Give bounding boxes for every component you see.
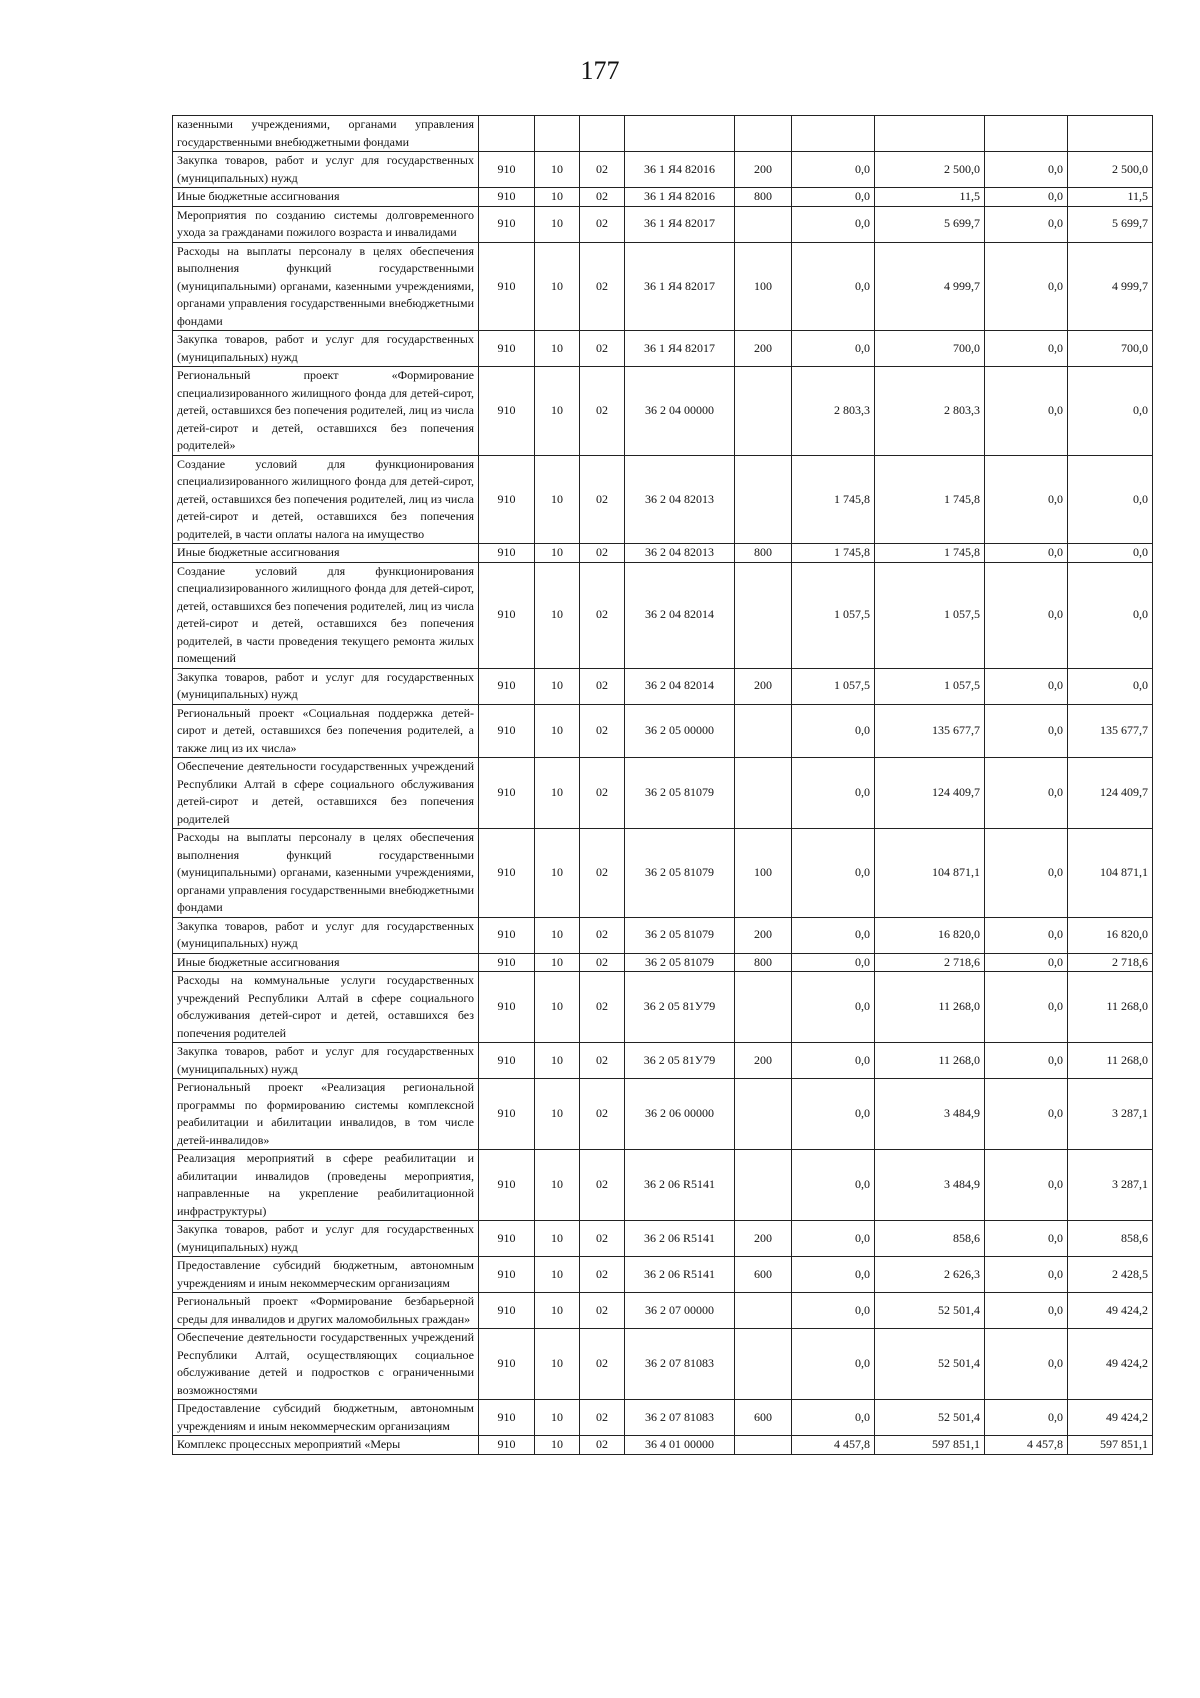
cell-section: 10 bbox=[535, 1043, 580, 1079]
cell-target-article: 36 2 04 82014 bbox=[625, 668, 735, 704]
cell-target-article: 36 2 05 00000 bbox=[625, 704, 735, 758]
table-row bbox=[173, 668, 1153, 704]
cell-ministry-code: 910 bbox=[479, 242, 535, 331]
cell-amount-3: 0,0 bbox=[985, 367, 1068, 456]
cell-section: 10 bbox=[535, 917, 580, 953]
cell-section: 10 bbox=[535, 1329, 580, 1400]
table-row bbox=[173, 152, 1153, 188]
cell-expense-type: 600 bbox=[735, 1400, 792, 1436]
cell-section: 10 bbox=[535, 829, 580, 918]
cell-subsection: 02 bbox=[580, 1436, 625, 1455]
cell-amount-1: 4 457,8 bbox=[792, 1436, 875, 1455]
cell-amount-2: 4 999,7 bbox=[875, 242, 985, 331]
table-row bbox=[173, 242, 1153, 331]
cell-name: Расходы на выплаты персоналу в целях обеспечения выполнения функций государственными (муниципальными) органами, казенными учреждениями, органами управления государственными внебюджетными фондами bbox=[173, 829, 479, 918]
cell-amount-1: 0,0 bbox=[792, 1079, 875, 1150]
cell-target-article: 36 2 05 81079 bbox=[625, 953, 735, 972]
cell-expense-type: 200 bbox=[735, 1221, 792, 1257]
cell-target-article: 36 2 06 R5141 bbox=[625, 1150, 735, 1221]
cell-expense-type: 100 bbox=[735, 242, 792, 331]
cell-amount-2: 5 699,7 bbox=[875, 206, 985, 242]
cell-subsection: 02 bbox=[580, 704, 625, 758]
cell-name: Иные бюджетные ассигнования bbox=[173, 188, 479, 207]
cell-amount-1: 0,0 bbox=[792, 829, 875, 918]
cell-amount-1: 1 745,8 bbox=[792, 455, 875, 544]
cell-subsection: 02 bbox=[580, 953, 625, 972]
cell-ministry-code: 910 bbox=[479, 206, 535, 242]
table-body bbox=[173, 116, 1153, 1455]
cell-amount-2: 2 626,3 bbox=[875, 1257, 985, 1293]
cell-expense-type: 200 bbox=[735, 331, 792, 367]
cell-section: 10 bbox=[535, 242, 580, 331]
cell-target-article: 36 1 Я4 82017 bbox=[625, 331, 735, 367]
cell-amount-1: 0,0 bbox=[792, 1221, 875, 1257]
page-number: 177 bbox=[580, 56, 620, 85]
table-row bbox=[173, 1221, 1153, 1257]
cell-name: Иные бюджетные ассигнования bbox=[173, 544, 479, 563]
cell-target-article: 36 2 05 81У79 bbox=[625, 972, 735, 1043]
cell-amount-2: 3 484,9 bbox=[875, 1079, 985, 1150]
cell-ministry-code: 910 bbox=[479, 188, 535, 207]
cell-amount-2: 52 501,4 bbox=[875, 1329, 985, 1400]
cell-amount-1: 2 803,3 bbox=[792, 367, 875, 456]
cell-expense-type: 200 bbox=[735, 668, 792, 704]
cell-subsection: 02 bbox=[580, 455, 625, 544]
table-row bbox=[173, 188, 1153, 207]
cell-subsection: 02 bbox=[580, 562, 625, 668]
cell-amount-4: 11 268,0 bbox=[1068, 1043, 1153, 1079]
cell-subsection: 02 bbox=[580, 152, 625, 188]
cell-expense-type bbox=[735, 1436, 792, 1455]
cell-expense-type bbox=[735, 116, 792, 152]
cell-target-article: 36 1 Я4 82017 bbox=[625, 242, 735, 331]
cell-expense-type: 800 bbox=[735, 188, 792, 207]
cell-section: 10 bbox=[535, 1079, 580, 1150]
cell-subsection bbox=[580, 116, 625, 152]
cell-expense-type bbox=[735, 455, 792, 544]
cell-amount-1: 0,0 bbox=[792, 331, 875, 367]
cell-name: Расходы на выплаты персоналу в целях обеспечения выполнения функций государственными (муниципальными) органами, казенными учреждениями, органами управления государственными внебюджетными фондами bbox=[173, 242, 479, 331]
table-row bbox=[173, 331, 1153, 367]
cell-section: 10 bbox=[535, 758, 580, 829]
cell-amount-4: 0,0 bbox=[1068, 367, 1153, 456]
cell-name: Региональный проект «Реализация региональной программы по формированию системы комплексной реабилитации и абилитации инвалидов, в том числе детей-инвалидов» bbox=[173, 1079, 479, 1150]
cell-ministry-code: 910 bbox=[479, 1079, 535, 1150]
table-row bbox=[173, 1329, 1153, 1400]
cell-section: 10 bbox=[535, 668, 580, 704]
cell-subsection: 02 bbox=[580, 1150, 625, 1221]
cell-amount-2: 1 057,5 bbox=[875, 668, 985, 704]
cell-name: Закупка товаров, работ и услуг для государственных (муниципальных) нужд bbox=[173, 917, 479, 953]
cell-ministry-code: 910 bbox=[479, 668, 535, 704]
cell-ministry-code: 910 bbox=[479, 972, 535, 1043]
table-row bbox=[173, 1400, 1153, 1436]
cell-subsection: 02 bbox=[580, 331, 625, 367]
cell-target-article: 36 2 07 81083 bbox=[625, 1329, 735, 1400]
cell-subsection: 02 bbox=[580, 668, 625, 704]
cell-target-article bbox=[625, 116, 735, 152]
cell-ministry-code: 910 bbox=[479, 917, 535, 953]
cell-section: 10 bbox=[535, 206, 580, 242]
cell-target-article: 36 2 06 00000 bbox=[625, 1079, 735, 1150]
cell-amount-1: 0,0 bbox=[792, 972, 875, 1043]
cell-amount-3: 0,0 bbox=[985, 455, 1068, 544]
cell-name: Реализация мероприятий в сфере реабилитации и абилитации инвалидов (проведены мероприятия, направленные на укрепление реабилитационной инфраструктуры) bbox=[173, 1150, 479, 1221]
cell-amount-1: 0,0 bbox=[792, 188, 875, 207]
cell-section: 10 bbox=[535, 972, 580, 1043]
cell-amount-2: 52 501,4 bbox=[875, 1293, 985, 1329]
cell-amount-2: 11 268,0 bbox=[875, 972, 985, 1043]
cell-expense-type: 200 bbox=[735, 152, 792, 188]
table-row bbox=[173, 758, 1153, 829]
cell-section: 10 bbox=[535, 1293, 580, 1329]
cell-amount-2: 700,0 bbox=[875, 331, 985, 367]
table-row bbox=[173, 1257, 1153, 1293]
cell-amount-2: 104 871,1 bbox=[875, 829, 985, 918]
cell-amount-4: 3 287,1 bbox=[1068, 1150, 1153, 1221]
cell-amount-4: 49 424,2 bbox=[1068, 1400, 1153, 1436]
cell-ministry-code: 910 bbox=[479, 1257, 535, 1293]
cell-amount-4: 858,6 bbox=[1068, 1221, 1153, 1257]
cell-ministry-code: 910 bbox=[479, 367, 535, 456]
cell-amount-3: 0,0 bbox=[985, 1043, 1068, 1079]
cell-expense-type bbox=[735, 704, 792, 758]
cell-target-article: 36 2 07 81083 bbox=[625, 1400, 735, 1436]
cell-amount-1 bbox=[792, 116, 875, 152]
cell-expense-type bbox=[735, 1329, 792, 1400]
cell-expense-type bbox=[735, 562, 792, 668]
cell-amount-4: 49 424,2 bbox=[1068, 1293, 1153, 1329]
cell-section: 10 bbox=[535, 188, 580, 207]
cell-target-article: 36 2 05 81079 bbox=[625, 829, 735, 918]
cell-amount-4: 2 718,6 bbox=[1068, 953, 1153, 972]
cell-amount-2: 11,5 bbox=[875, 188, 985, 207]
cell-section bbox=[535, 116, 580, 152]
cell-ministry-code: 910 bbox=[479, 562, 535, 668]
budget-table bbox=[172, 115, 1153, 1455]
cell-target-article: 36 2 05 81079 bbox=[625, 758, 735, 829]
cell-amount-1: 0,0 bbox=[792, 758, 875, 829]
cell-amount-1: 0,0 bbox=[792, 206, 875, 242]
cell-amount-3: 0,0 bbox=[985, 331, 1068, 367]
cell-expense-type bbox=[735, 758, 792, 829]
cell-amount-3: 0,0 bbox=[985, 758, 1068, 829]
cell-amount-4: 700,0 bbox=[1068, 331, 1153, 367]
cell-subsection: 02 bbox=[580, 1400, 625, 1436]
cell-expense-type bbox=[735, 1079, 792, 1150]
cell-subsection: 02 bbox=[580, 917, 625, 953]
cell-amount-2 bbox=[875, 116, 985, 152]
cell-subsection: 02 bbox=[580, 972, 625, 1043]
cell-amount-4: 2 500,0 bbox=[1068, 152, 1153, 188]
cell-amount-4: 16 820,0 bbox=[1068, 917, 1153, 953]
cell-amount-2: 124 409,7 bbox=[875, 758, 985, 829]
cell-amount-4: 3 287,1 bbox=[1068, 1079, 1153, 1150]
cell-expense-type: 800 bbox=[735, 544, 792, 563]
cell-ministry-code: 910 bbox=[479, 704, 535, 758]
cell-section: 10 bbox=[535, 331, 580, 367]
cell-amount-2: 52 501,4 bbox=[875, 1400, 985, 1436]
cell-subsection: 02 bbox=[580, 1221, 625, 1257]
cell-amount-3: 0,0 bbox=[985, 972, 1068, 1043]
cell-amount-2: 2 500,0 bbox=[875, 152, 985, 188]
cell-ministry-code: 910 bbox=[479, 758, 535, 829]
cell-amount-3: 0,0 bbox=[985, 206, 1068, 242]
cell-target-article: 36 2 04 00000 bbox=[625, 367, 735, 456]
cell-amount-1: 0,0 bbox=[792, 917, 875, 953]
cell-name: Региональный проект «Формирование безбарьерной среды для инвалидов и других маломобильных граждан» bbox=[173, 1293, 479, 1329]
cell-section: 10 bbox=[535, 1257, 580, 1293]
cell-amount-2: 1 745,8 bbox=[875, 544, 985, 563]
cell-expense-type bbox=[735, 206, 792, 242]
cell-ministry-code: 910 bbox=[479, 152, 535, 188]
cell-name: Создание условий для функционирования специализированного жилищного фонда для детей-сирот, детей, оставшихся без попечения родителей, лиц из числа детей-сирот и детей, оставшихся без попечения родителей, в части оплаты налога на имущество bbox=[173, 455, 479, 544]
cell-expense-type: 800 bbox=[735, 953, 792, 972]
cell-section: 10 bbox=[535, 1400, 580, 1436]
cell-expense-type: 100 bbox=[735, 829, 792, 918]
cell-target-article: 36 2 06 R5141 bbox=[625, 1257, 735, 1293]
cell-target-article: 36 2 04 82013 bbox=[625, 544, 735, 563]
cell-amount-3: 0,0 bbox=[985, 544, 1068, 563]
cell-amount-2: 11 268,0 bbox=[875, 1043, 985, 1079]
cell-ministry-code: 910 bbox=[479, 1436, 535, 1455]
cell-amount-4: 0,0 bbox=[1068, 455, 1153, 544]
cell-name: Иные бюджетные ассигнования bbox=[173, 953, 479, 972]
cell-amount-2: 3 484,9 bbox=[875, 1150, 985, 1221]
cell-target-article: 36 2 04 82014 bbox=[625, 562, 735, 668]
cell-amount-3 bbox=[985, 116, 1068, 152]
cell-expense-type bbox=[735, 972, 792, 1043]
cell-subsection: 02 bbox=[580, 758, 625, 829]
cell-amount-1: 1 057,5 bbox=[792, 562, 875, 668]
cell-amount-1: 0,0 bbox=[792, 1293, 875, 1329]
cell-amount-3: 0,0 bbox=[985, 1293, 1068, 1329]
table-row bbox=[173, 206, 1153, 242]
cell-amount-3: 0,0 bbox=[985, 829, 1068, 918]
cell-expense-type: 200 bbox=[735, 917, 792, 953]
cell-amount-3: 0,0 bbox=[985, 1079, 1068, 1150]
cell-amount-2: 1 745,8 bbox=[875, 455, 985, 544]
cell-target-article: 36 1 Я4 82017 bbox=[625, 206, 735, 242]
cell-ministry-code: 910 bbox=[479, 1221, 535, 1257]
cell-name: казенными учреждениями, органами управления государственными внебюджетными фондами bbox=[173, 116, 479, 152]
table-row bbox=[173, 367, 1153, 456]
cell-expense-type bbox=[735, 1150, 792, 1221]
cell-name: Закупка товаров, работ и услуг для государственных (муниципальных) нужд bbox=[173, 331, 479, 367]
table-row bbox=[173, 1043, 1153, 1079]
cell-amount-4: 104 871,1 bbox=[1068, 829, 1153, 918]
cell-section: 10 bbox=[535, 544, 580, 563]
cell-amount-3: 0,0 bbox=[985, 668, 1068, 704]
table-row bbox=[173, 953, 1153, 972]
cell-name: Расходы на коммунальные услуги государственных учреждений Республики Алтай в сфере социального обслуживания детей-сирот и детей, оставшихся без попечения родителей bbox=[173, 972, 479, 1043]
cell-amount-3: 0,0 bbox=[985, 1400, 1068, 1436]
cell-amount-4: 49 424,2 bbox=[1068, 1329, 1153, 1400]
cell-expense-type: 600 bbox=[735, 1257, 792, 1293]
cell-ministry-code bbox=[479, 116, 535, 152]
cell-amount-1: 0,0 bbox=[792, 152, 875, 188]
cell-amount-4: 0,0 bbox=[1068, 668, 1153, 704]
cell-target-article: 36 2 05 81079 bbox=[625, 917, 735, 953]
table-row bbox=[173, 455, 1153, 544]
cell-section: 10 bbox=[535, 1436, 580, 1455]
cell-amount-2: 858,6 bbox=[875, 1221, 985, 1257]
cell-section: 10 bbox=[535, 1221, 580, 1257]
cell-name: Комплекс процессных мероприятий «Меры bbox=[173, 1436, 479, 1455]
cell-amount-3: 0,0 bbox=[985, 953, 1068, 972]
cell-amount-1: 0,0 bbox=[792, 704, 875, 758]
cell-name: Обеспечение деятельности государственных учреждений Республики Алтай в сфере социального обслуживания детей-сирот и детей, оставшихся без попечения родителей bbox=[173, 758, 479, 829]
table-row bbox=[173, 1079, 1153, 1150]
cell-amount-2: 1 057,5 bbox=[875, 562, 985, 668]
cell-amount-2: 2 718,6 bbox=[875, 953, 985, 972]
cell-target-article: 36 2 05 81У79 bbox=[625, 1043, 735, 1079]
cell-ministry-code: 910 bbox=[479, 953, 535, 972]
cell-section: 10 bbox=[535, 704, 580, 758]
cell-amount-3: 0,0 bbox=[985, 188, 1068, 207]
cell-amount-3: 0,0 bbox=[985, 152, 1068, 188]
cell-amount-4: 11,5 bbox=[1068, 188, 1153, 207]
cell-subsection: 02 bbox=[580, 1043, 625, 1079]
table-row bbox=[173, 917, 1153, 953]
cell-target-article: 36 2 06 R5141 bbox=[625, 1221, 735, 1257]
cell-name: Обеспечение деятельности государственных учреждений Республики Алтай, осуществляющих социальное обслуживание детей и подростков с ограниченными возможностями bbox=[173, 1329, 479, 1400]
cell-amount-3: 0,0 bbox=[985, 242, 1068, 331]
table-row bbox=[173, 829, 1153, 918]
cell-amount-4: 11 268,0 bbox=[1068, 972, 1153, 1043]
cell-subsection: 02 bbox=[580, 1079, 625, 1150]
cell-target-article: 36 2 04 82013 bbox=[625, 455, 735, 544]
cell-target-article: 36 1 Я4 82016 bbox=[625, 152, 735, 188]
cell-amount-4: 0,0 bbox=[1068, 544, 1153, 563]
cell-amount-4: 597 851,1 bbox=[1068, 1436, 1153, 1455]
cell-target-article: 36 1 Я4 82016 bbox=[625, 188, 735, 207]
table-row bbox=[173, 1293, 1153, 1329]
cell-ministry-code: 910 bbox=[479, 1329, 535, 1400]
cell-amount-2: 597 851,1 bbox=[875, 1436, 985, 1455]
cell-expense-type bbox=[735, 367, 792, 456]
cell-amount-4: 135 677,7 bbox=[1068, 704, 1153, 758]
cell-subsection: 02 bbox=[580, 544, 625, 563]
cell-ministry-code: 910 bbox=[479, 1400, 535, 1436]
cell-section: 10 bbox=[535, 455, 580, 544]
cell-amount-1: 0,0 bbox=[792, 1043, 875, 1079]
cell-section: 10 bbox=[535, 562, 580, 668]
cell-amount-2: 16 820,0 bbox=[875, 917, 985, 953]
table-row bbox=[173, 972, 1153, 1043]
cell-section: 10 bbox=[535, 367, 580, 456]
cell-ministry-code: 910 bbox=[479, 1293, 535, 1329]
cell-expense-type bbox=[735, 1293, 792, 1329]
cell-subsection: 02 bbox=[580, 1329, 625, 1400]
cell-amount-4: 0,0 bbox=[1068, 562, 1153, 668]
cell-amount-3: 0,0 bbox=[985, 704, 1068, 758]
cell-subsection: 02 bbox=[580, 1257, 625, 1293]
cell-name: Предоставление субсидий бюджетным, автономным учреждениям и иным некоммерческим организациям bbox=[173, 1400, 479, 1436]
cell-amount-4: 5 699,7 bbox=[1068, 206, 1153, 242]
cell-amount-1: 1 057,5 bbox=[792, 668, 875, 704]
cell-amount-3: 0,0 bbox=[985, 562, 1068, 668]
cell-name: Предоставление субсидий бюджетным, автономным учреждениям и иным некоммерческим организациям bbox=[173, 1257, 479, 1293]
cell-section: 10 bbox=[535, 1150, 580, 1221]
cell-amount-2: 135 677,7 bbox=[875, 704, 985, 758]
cell-amount-4 bbox=[1068, 116, 1153, 152]
table-row bbox=[173, 704, 1153, 758]
cell-subsection: 02 bbox=[580, 829, 625, 918]
cell-amount-3: 0,0 bbox=[985, 1257, 1068, 1293]
table-row bbox=[173, 544, 1153, 563]
cell-name: Закупка товаров, работ и услуг для государственных (муниципальных) нужд bbox=[173, 668, 479, 704]
table-row bbox=[173, 1436, 1153, 1455]
cell-amount-1: 1 745,8 bbox=[792, 544, 875, 563]
cell-amount-1: 0,0 bbox=[792, 953, 875, 972]
cell-section: 10 bbox=[535, 953, 580, 972]
cell-target-article: 36 2 07 00000 bbox=[625, 1293, 735, 1329]
cell-ministry-code: 910 bbox=[479, 331, 535, 367]
cell-amount-3: 0,0 bbox=[985, 1150, 1068, 1221]
cell-amount-3: 0,0 bbox=[985, 917, 1068, 953]
cell-section: 10 bbox=[535, 152, 580, 188]
cell-name: Закупка товаров, работ и услуг для государственных (муниципальных) нужд bbox=[173, 1221, 479, 1257]
cell-amount-3: 0,0 bbox=[985, 1329, 1068, 1400]
cell-name: Создание условий для функционирования специализированного жилищного фонда для детей-сирот, детей, оставшихся без попечения родителей, лиц из числа детей-сирот и детей, оставшихся без попечения родителей, в части проведения текущего ремонта жилых помещений bbox=[173, 562, 479, 668]
cell-amount-3: 0,0 bbox=[985, 1221, 1068, 1257]
cell-amount-1: 0,0 bbox=[792, 242, 875, 331]
table-row bbox=[173, 116, 1153, 152]
table-row bbox=[173, 562, 1153, 668]
cell-name: Региональный проект «Социальная поддержка детей-сирот и детей, оставшихся без попечения родителей, а также лиц из их числа» bbox=[173, 704, 479, 758]
cell-amount-1: 0,0 bbox=[792, 1329, 875, 1400]
cell-amount-1: 0,0 bbox=[792, 1150, 875, 1221]
cell-name: Закупка товаров, работ и услуг для государственных (муниципальных) нужд bbox=[173, 1043, 479, 1079]
cell-name: Региональный проект «Формирование специализированного жилищного фонда для детей-сирот, детей, оставшихся без попечения родителей, лиц из числа детей-сирот и детей, оставшихся без попечения родителей» bbox=[173, 367, 479, 456]
cell-amount-1: 0,0 bbox=[792, 1400, 875, 1436]
cell-ministry-code: 910 bbox=[479, 1043, 535, 1079]
cell-amount-3: 4 457,8 bbox=[985, 1436, 1068, 1455]
cell-expense-type: 200 bbox=[735, 1043, 792, 1079]
cell-amount-2: 2 803,3 bbox=[875, 367, 985, 456]
cell-ministry-code: 910 bbox=[479, 1150, 535, 1221]
cell-subsection: 02 bbox=[580, 206, 625, 242]
cell-target-article: 36 4 01 00000 bbox=[625, 1436, 735, 1455]
cell-subsection: 02 bbox=[580, 1293, 625, 1329]
cell-subsection: 02 bbox=[580, 242, 625, 331]
cell-amount-4: 124 409,7 bbox=[1068, 758, 1153, 829]
cell-ministry-code: 910 bbox=[479, 544, 535, 563]
cell-amount-4: 2 428,5 bbox=[1068, 1257, 1153, 1293]
cell-subsection: 02 bbox=[580, 188, 625, 207]
cell-ministry-code: 910 bbox=[479, 829, 535, 918]
table-row bbox=[173, 1150, 1153, 1221]
cell-ministry-code: 910 bbox=[479, 455, 535, 544]
cell-amount-1: 0,0 bbox=[792, 1257, 875, 1293]
cell-name: Закупка товаров, работ и услуг для государственных (муниципальных) нужд bbox=[173, 152, 479, 188]
cell-name: Мероприятия по созданию системы долговременного ухода за гражданами пожилого возраста и инвалидами bbox=[173, 206, 479, 242]
cell-subsection: 02 bbox=[580, 367, 625, 456]
cell-amount-4: 4 999,7 bbox=[1068, 242, 1153, 331]
